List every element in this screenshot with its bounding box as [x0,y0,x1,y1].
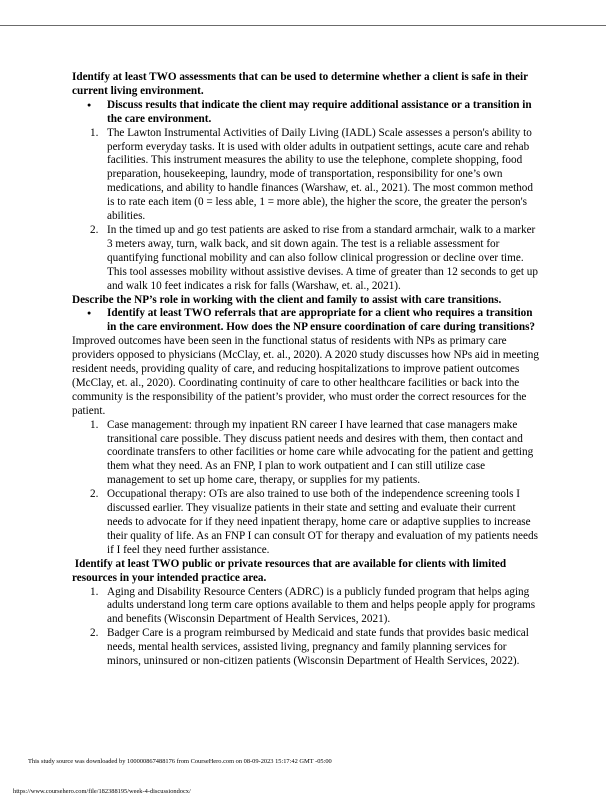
list-text: Case management: through my inpatient RN career I have learned that case managers make transitional care possible. They discuss patient needs and desires with them, then contact and coordinate transfers to other facilities or home care while advocating for the patient and getting them what they need. As an FNP, I plan to work outpatient and I can still utilize case management to set up home care, therapy, or supplies for my patients. [107,418,534,487]
header-rule [0,25,606,26]
list-item [72,586,540,628]
list-number: 2. [90,627,99,640]
bullet-list-2 [72,307,540,335]
list-number: 1. [90,126,99,139]
heading-np-role: Describe the NP’s role in working with the client and family to assist with care transitions. [72,293,502,306]
list-text: Occupational therapy: OTs are also trained to use both of the independence screening tools I discussed earlier. They visualize patients in their state and setting and evaluate their current needs to advocate for if they need inpatient therapy, home care or adaptive supplies to increase their quality of life. As an FNP I can consult OT for therapy and evaluation of my patients needs if I feel they need further assistance. [107,488,538,556]
list-number: 2. [90,223,99,236]
list-number: 2. [90,488,99,501]
list-text: Badger Care is a program reimbursed by Medicaid and state funds that provides basic medical needs, mental health services, assisted living, pregnancy and family planning services for minors, uninsured or non-citizen patients (Wisconsin Department of Health Services, 2022). [107,627,529,668]
bullet-item-referrals: ● Identify at least TWO referrals that are appropriate for a client who requires a transition in the care environment. How does the NP ensure coordination of care during transitions? [72,307,540,335]
list-item [72,488,540,558]
numbered-list-assessments [72,127,540,294]
document-body [72,71,540,669]
footer-url: https://www.coursehero.com/file/182388195/week-4-discussiondocx/ [13,788,191,795]
heading-resources: Identify at least TWO public or private resources that are available for clients with limited resources in your intended practice area. [72,557,509,584]
numbered-list-resources [72,586,540,669]
bullet-item-discuss-results: ● Discuss results that indicate the client may require additional assistance or a transition in the care environment. [72,99,540,127]
list-item [72,627,540,669]
list-item [72,419,540,489]
heading-assessments: Identify at least TWO assessments that can be used to determine whether a client is safe in their current living environment. [72,71,528,97]
list-text: The Lawton Instrumental Activities of Daily Living (IADL) Scale assesses a person's ability to perform everyday tasks. It is used with older adults in outpatient settings, acute care and rehab facilities. This instrument measures the ability to use the telephone, complete shopping, food preparation, housekeeping, laundry, mode of transportation, responsibility for one’s own medications, and ability to handle finances (Warshaw, et. al., 2021). The most common method is to rate each item (0 = less able, 1 = more able), the higher the score, the greater the person's abilities. [107,126,533,223]
paragraph-outcomes: Improved outcomes have been seen in the functional status of residents with NPs as primary care providers opposed to physicians (McClay, et. al., 2020). A 2020 study discusses how NPs aid in meeting resident needs, providing quality of care, and reducing hospitalizations to improve patient outcomes (McClay, et. al., 2020). Coordinating continuity of care to other healthcare facilities or back into the community is the responsibility of the patient’s provider, who must order the correct resources for the patient. [72,335,539,417]
footer-source-note: This study source was downloaded by 100000867488176 from CourseHero.com on 08-09-2023 15:17:42 GMT -05:00 [28,758,332,765]
list-item [72,127,540,224]
list-item [72,224,540,294]
list-number: 1. [90,418,99,431]
list-number: 1. [90,585,99,598]
bullet-list-1 [72,99,540,127]
numbered-list-referrals [72,419,540,558]
list-text: In the timed up and go test patients are asked to rise from a standard armchair, walk to a marker 3 meters away, turn, walk back, and sit down again. The test is a reliable assessment for quantifying functional mobility and can also follow clinical progression or decline over time. This tool assesses mobility without assistive devises. A time of greater than 12 seconds to get up and walk 10 feet indicates a risk for falls (Warshaw, et. al., 2021). [107,223,538,292]
list-text: Aging and Disability Resource Centers (ADRC) is a publicly funded program that helps aging adults understand long term care options available to them and helps people apply for programs and benefits (Wisconsin Department of Health Services, 2021). [107,585,536,626]
